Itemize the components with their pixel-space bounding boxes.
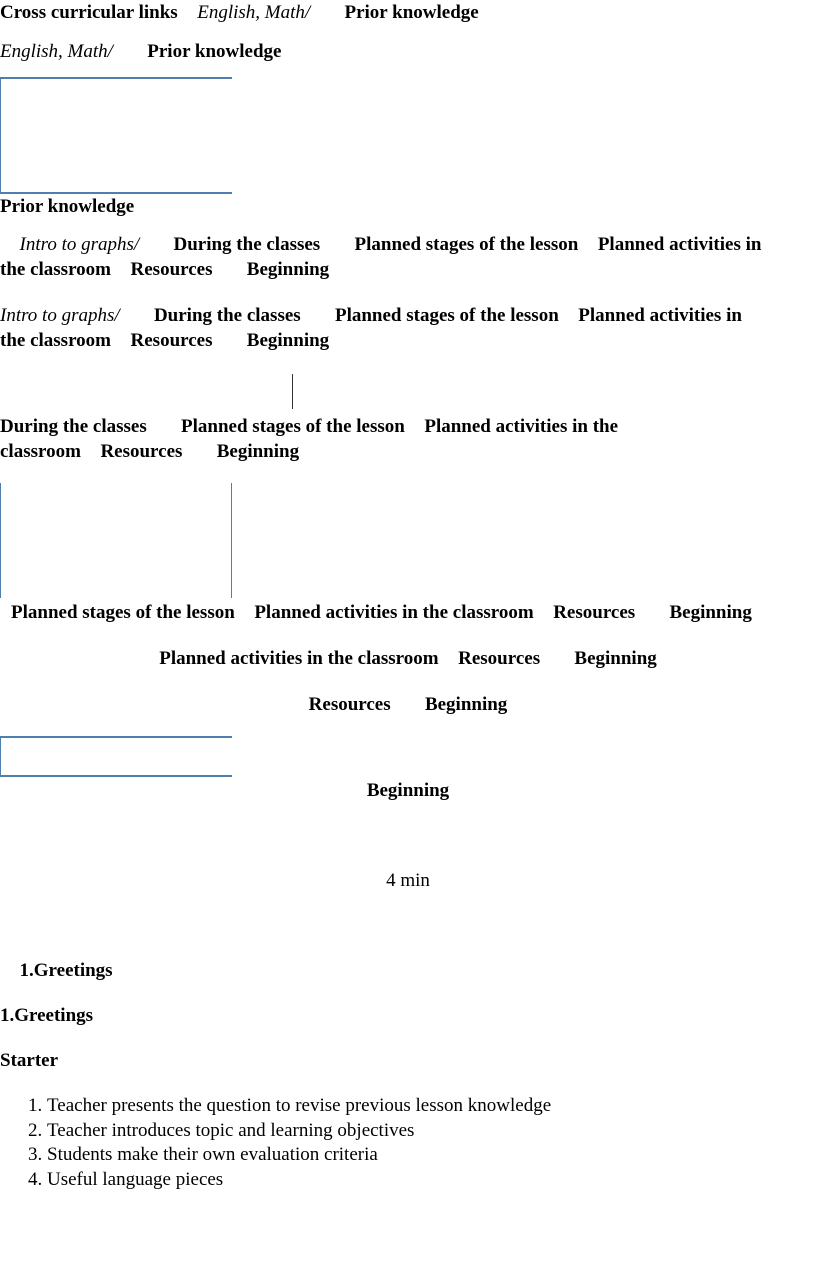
list-item: 3. Students make their own evaluation criteria: [47, 1143, 551, 1168]
subjects-line: [0, 39, 281, 64]
during-classes-line-1: During the classes   Planned stages of the lesson  Planned activities in the: [0, 416, 619, 437]
lesson-topic-line-1: [0, 303, 742, 328]
planned-activities-heading: Planned activities in the classroom  Resources   Beginning: [159, 648, 657, 669]
resources-heading: Resources   Beginning: [308, 694, 508, 715]
cell-divider: [292, 374, 293, 409]
greetings-heading:   1.Greetings: [0, 960, 113, 981]
table-border-left: [0, 736, 1, 776]
starter-heading: Starter: [0, 1050, 59, 1071]
lesson-title-line-2: the classroom  Resources   Beginning: [0, 259, 330, 280]
during-classes-line-2: classroom  Resources   Beginning: [0, 441, 300, 462]
list-item: 1. Teacher presents the question to revise previous lesson knowledge: [47, 1094, 551, 1119]
stages-text: During the classes   Planned stages of the lesson  Planned activities in: [173, 234, 762, 255]
stage-duration: 4 min: [386, 870, 430, 891]
lesson-topic-line-2: the classroom  Resources   Beginning: [0, 330, 330, 351]
lesson-topic: Intro to graphs/   : [19, 234, 174, 255]
table-border-bottom: [0, 775, 232, 777]
table-border-left: [0, 483, 1, 598]
glyph-marker:  : [0, 234, 20, 255]
stages-text: During the classes   Planned stages of the lesson  Planned activities in: [153, 305, 742, 326]
list-item: 4. Useful language pieces : [47, 1168, 551, 1193]
cross-curricular-line: [0, 0, 479, 25]
subjects-text: English, Math/   : [0, 41, 148, 62]
list-item: 2. Teacher introduces topic and learning objectives: [47, 1119, 551, 1144]
table-border-top: [0, 736, 232, 738]
table-border-right: [231, 483, 232, 598]
prior-knowledge-label: Prior knowledge: [344, 2, 479, 23]
subjects-text: English, Math/   : [197, 2, 345, 23]
planned-stages-heading: Planned stages of the lesson  Planned activities in the classroom  Resources   Beginning: [11, 602, 752, 623]
starter-steps-list: [0, 1094, 551, 1192]
cross-curricular-label: Cross curricular links : [0, 2, 198, 23]
stage-beginning: Beginning: [366, 780, 450, 801]
table-border-left: [0, 77, 1, 194]
prior-knowledge-heading: Prior knowledge: [0, 196, 135, 217]
prior-knowledge-label: Prior knowledge: [147, 41, 282, 62]
lesson-title-line-1: [0, 232, 761, 257]
table-border-top: [0, 77, 232, 79]
lesson-topic: Intro to graphs/   : [0, 305, 154, 326]
greetings-subheading: 1.Greetings: [0, 1005, 94, 1026]
